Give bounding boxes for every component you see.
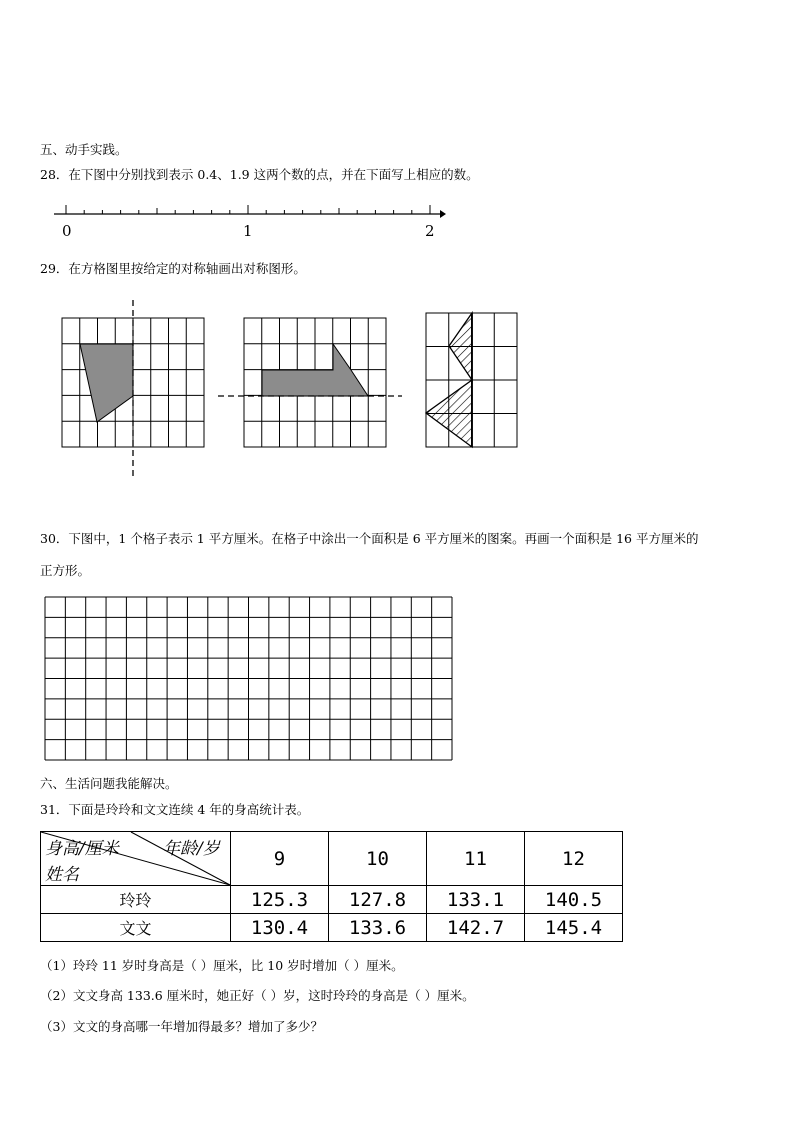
header-age-10: 10 <box>329 832 427 886</box>
number-line-label-2: 2 <box>425 222 435 240</box>
cell-value: 133.6 <box>329 914 427 942</box>
header-age-label: 年龄/岁 <box>163 839 220 859</box>
cell-value: 125.3 <box>231 886 329 914</box>
header-name-label: 姓名 <box>45 865 79 885</box>
question-31-sub2: （2）文文身高 133.6 厘米时，她正好（ ）岁，这时玲玲的身高是（ ）厘米。 <box>40 988 475 1003</box>
section-title-6: 六、生活问题我能解决。 <box>40 776 178 791</box>
cell-value: 127.8 <box>329 886 427 914</box>
header-age-11: 11 <box>427 832 525 886</box>
table-header-diagonal <box>41 832 231 886</box>
number-line-label-0: 0 <box>62 222 72 240</box>
question-30-text-line1: 30．下图中，1 个格子表示 1 平方厘米。在格子中涂出一个面积是 6 平方厘米的图案。再画一个面积是 16 平方厘米的 <box>40 531 699 546</box>
header-age-12: 12 <box>525 832 623 886</box>
cell-value: 142.7 <box>427 914 525 942</box>
question-30-text-line2: 正方形。 <box>40 563 91 578</box>
question-31-text: 31．下面是玲玲和文文连续 4 年的身高统计表。 <box>40 802 310 817</box>
cell-value: 130.4 <box>231 914 329 942</box>
table-row <box>41 914 623 942</box>
table-row <box>41 886 623 914</box>
number-line-label-1: 1 <box>243 222 253 240</box>
cell-value: 140.5 <box>525 886 623 914</box>
question-31-sub3: （3）文文的身高哪一年增加得最多？增加了多少？ <box>40 1019 323 1034</box>
cell-value: 133.1 <box>427 886 525 914</box>
height-table <box>40 831 623 942</box>
question-29-text: 29．在方格图里按给定的对称轴画出对称图形。 <box>40 261 306 276</box>
row-name: 玲玲 <box>41 886 231 914</box>
cell-value: 145.4 <box>525 914 623 942</box>
question-31-sub1: （1）玲玲 11 岁时身高是（ ）厘米，比 10 岁时增加（ ）厘米。 <box>40 958 404 973</box>
header-age-9: 9 <box>231 832 329 886</box>
header-height-label: 身高/厘米 <box>45 839 119 859</box>
question-28-text: 28．在下图中分别找到表示 0.4、1.9 这两个数的点，并在下面写上相应的数。 <box>40 167 479 182</box>
row-name: 文文 <box>41 914 231 942</box>
section-title-5: 五、动手实践。 <box>40 142 128 157</box>
